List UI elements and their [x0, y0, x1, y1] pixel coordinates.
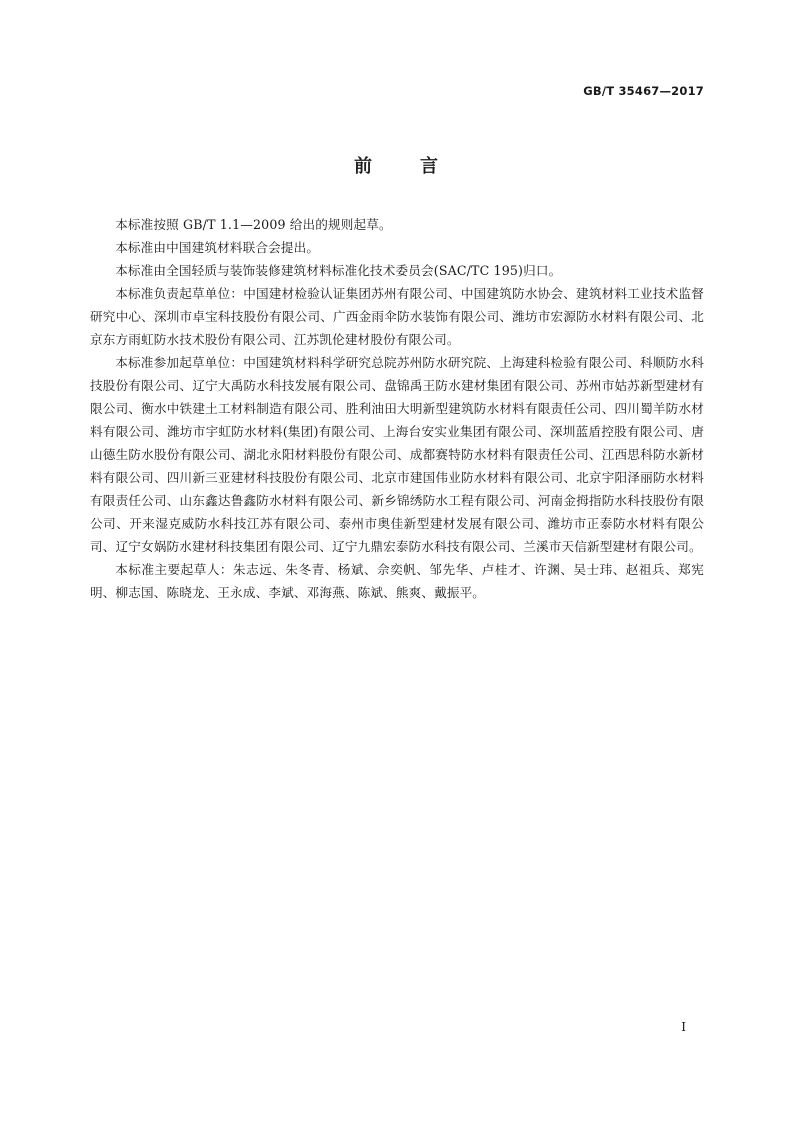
- paragraph-lead-drafters: 本标准负责起草单位：中国建材检验认证集团苏州有限公司、中国建筑防水协会、建筑材料工业技术监督研究中心、深圳市卓宝科技股份有限公司、广西金雨伞防水装饰有限公司、潍坊市宏源防水材料有限公司、北京东方雨虹防水技术股份有限公司、江苏凯伦建材股份有限公司。: [90, 286, 704, 347]
- paragraph-proposer: 本标准由中国建筑材料联合会提出。: [115, 240, 320, 255]
- page-number: I: [681, 1020, 686, 1034]
- title-part-2: 言: [420, 156, 440, 177]
- standard-number-header: GB/T 35467—2017: [583, 84, 704, 98]
- paragraph-main-authors: 本标准主要起草人：朱志远、朱冬青、杨斌、佘奕帆、邹先华、卢桂才、许渊、吴士玮、赵祖兵、郑宪明、柳志国、陈晓龙、王永成、李斌、邓海燕、陈斌、熊爽、戴振平。: [90, 562, 704, 600]
- title-part-1: 前: [354, 156, 374, 177]
- paragraph-participating-drafters: 本标准参加起草单位：中国建筑材料科学研究总院苏州防水研究院、上海建科检验有限公司、科顺防水科技股份有限公司、辽宁大禹防水科技发展有限公司、盘锦禹王防水建材集团有限公司、苏州市姑苏新型建材有限公司、衡水中铁建土工材料制造有限公司、胜利油田大明新型建筑防水材料有限责任公司、四川蜀羊防水材料有限公司、潍坊市宇虹防水材料(集团)有限公司、上海台安实业集团有限公司、深圳蓝盾控股有限公司、唐山德生防水股份有限公司、湖北永阳材料股份有限公司、成都赛特防水材料有限责任公司、江西思科防水新材料有限公司、四川新三亚建材科技股份有限公司、北京市建国伟业防水材料有限公司、北京宇阳泽丽防水材料有限责任公司、山东鑫达鲁鑫防水材料有限公司、新乡锦绣防水工程有限公司、河南金拇指防水科技股份有限公司、开来湿克威防水科技江苏有限公司、泰州市奥佳新型建材发展有限公司、潍坊市正泰防水材料有限公司、辽宁女娲防水建材科技集团有限公司、辽宁九鼎宏泰防水科技有限公司、兰溪市天信新型建材有限公司。: [90, 355, 704, 554]
- paragraph-drafting-rules: 本标准按照 GB/T 1.1—2009 给出的规则起草。: [115, 217, 392, 232]
- foreword-body: [90, 213, 704, 604]
- paragraph-administration: 本标准由全国轻质与装饰装修建筑材料标准化技术委员会(SAC/TC 195)归口。: [115, 263, 562, 278]
- page-title: [0, 152, 794, 178]
